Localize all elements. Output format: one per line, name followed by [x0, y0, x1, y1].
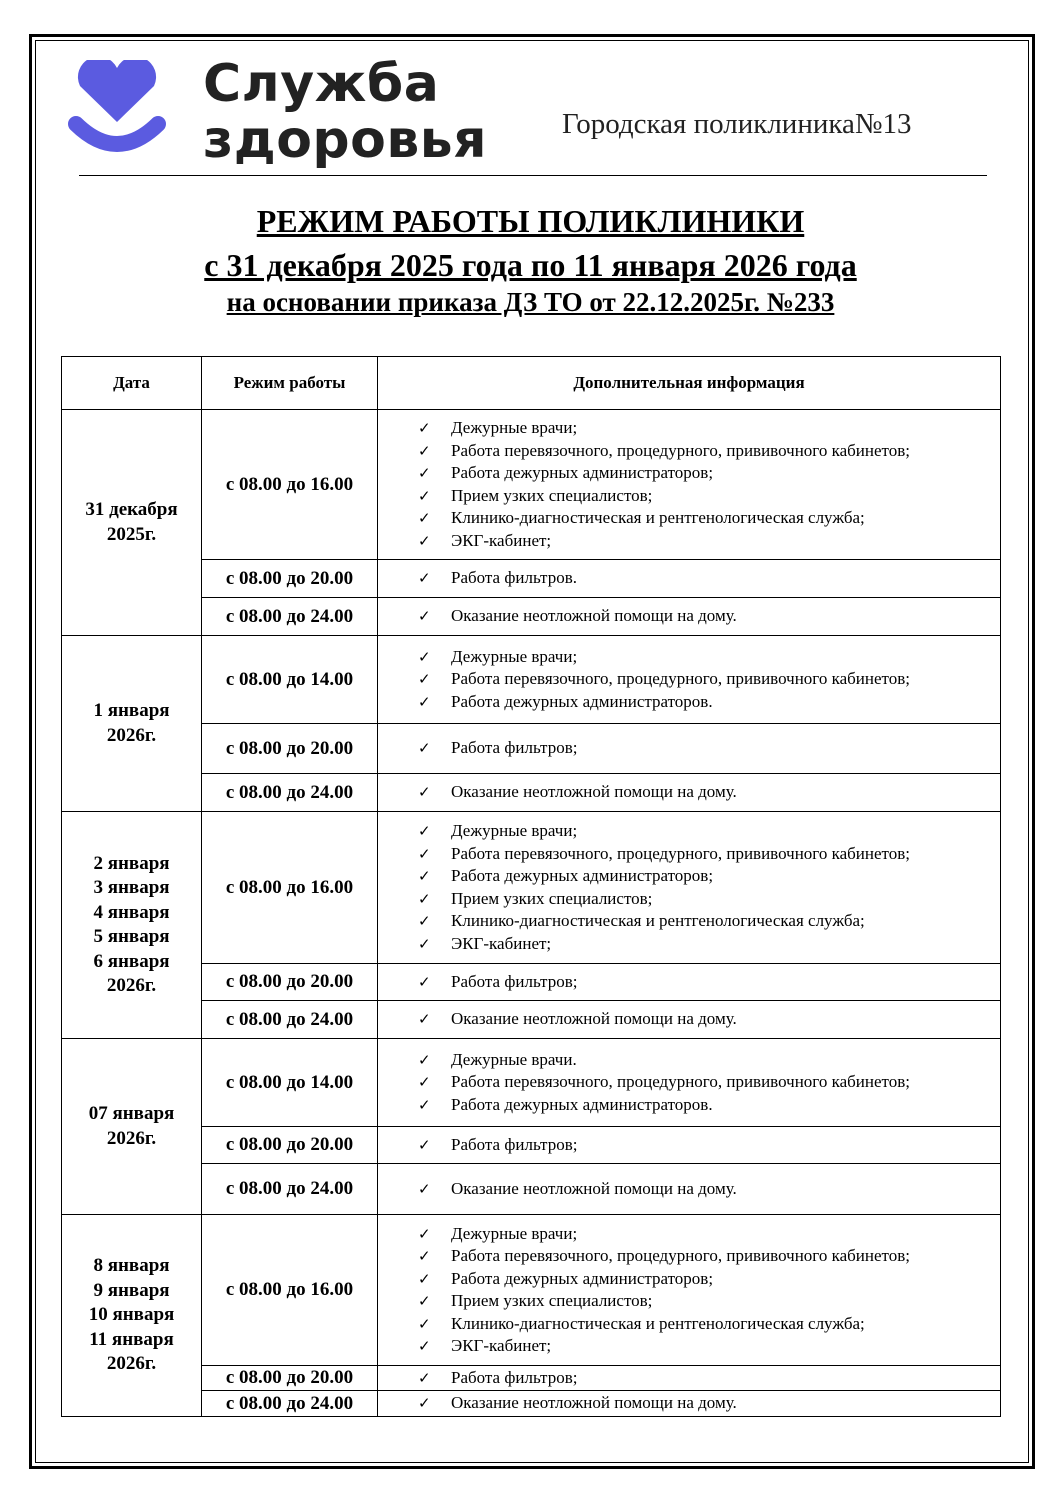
- date-line: 4 января: [93, 901, 170, 923]
- checkmark-icon: ✓: [418, 486, 431, 505]
- list-item-text: Прием узких специалистов;: [451, 485, 653, 505]
- list-item-text: Работа перевязочного, процедурного, прививочного кабинетов;: [451, 1072, 910, 1092]
- info-cell: [378, 774, 1001, 812]
- checkmark-icon: ✓: [418, 1179, 431, 1198]
- work-hours-cell: с 08.00 до 20.00: [202, 560, 378, 598]
- list-item-text: Работа дежурных администраторов;: [451, 1268, 714, 1288]
- checkmark-icon: ✓: [418, 934, 431, 953]
- checkmark-icon: ✓: [418, 1010, 431, 1029]
- list-item: [418, 865, 1000, 888]
- table-row: [62, 964, 1001, 1001]
- date-cell: [62, 636, 202, 812]
- date-cell: [62, 1215, 202, 1417]
- checkmark-icon: ✓: [418, 912, 431, 930]
- date-line: 9 января: [93, 1279, 170, 1301]
- checkmark-icon: ✓: [418, 1224, 431, 1243]
- list-item: [418, 933, 1000, 956]
- info-list: [378, 814, 1000, 961]
- list-item-text: Работа перевязочного, процедурного, прививочного кабинетов;: [451, 669, 910, 689]
- date-line: 2026г.: [106, 975, 157, 996]
- list-item-text: ЭКГ-кабинет;: [451, 1336, 552, 1355]
- checkmark-icon: ✓: [418, 1314, 431, 1333]
- list-item-text: Клинико-диагностическая и рентгенологическая служба;: [451, 1313, 865, 1333]
- list-item: [418, 1290, 1000, 1313]
- list-item: [418, 668, 1000, 691]
- work-hours-cell: с 08.00 до 24.00: [202, 774, 378, 812]
- list-item-text: Клинико-диагностическая и рентгенологическая служба;: [451, 911, 865, 930]
- title-line-3: на основании приказа ДЗ ТО от 22.12.2025г. №233: [226, 287, 835, 317]
- column-header-mode: Режим работы: [202, 357, 378, 410]
- date-line: 2026г.: [106, 724, 157, 746]
- list-item: [418, 1335, 1000, 1358]
- work-hours-cell: с 08.00 до 16.00: [202, 1215, 378, 1366]
- info-cell: [378, 1366, 1001, 1391]
- info-cell: [378, 812, 1001, 964]
- table-row: [62, 774, 1001, 812]
- info-list: [378, 1128, 1000, 1163]
- list-item: [418, 820, 1000, 843]
- list-item-text: Дежурные врачи;: [451, 821, 578, 840]
- list-item-text: Работа фильтров.: [451, 568, 577, 588]
- list-item-text: Работа дежурных администраторов.: [451, 691, 713, 711]
- list-item-text: Работа фильтров;: [451, 1367, 578, 1387]
- checkmark-icon: ✓: [418, 822, 431, 840]
- list-item: [418, 1049, 1000, 1072]
- info-list: [378, 1043, 1000, 1123]
- list-item-text: Работа перевязочного, процедурного, прививочного кабинетов;: [451, 843, 910, 863]
- work-hours-cell: с 08.00 до 24.00: [202, 598, 378, 636]
- list-item-text: Работа перевязочного, процедурного, прививочного кабинетов;: [451, 440, 910, 460]
- list-item: [418, 737, 1000, 760]
- list-item: [418, 1313, 1000, 1336]
- info-cell: [378, 1039, 1001, 1127]
- list-item: [418, 843, 1000, 866]
- list-item-text: Дежурные врачи;: [451, 1223, 578, 1243]
- date-line: 2 января: [93, 852, 170, 874]
- table-row: [62, 1127, 1001, 1164]
- checkmark-icon: ✓: [418, 972, 431, 991]
- checkmark-icon: ✓: [418, 569, 431, 588]
- date-cell: [62, 1039, 202, 1215]
- list-item: [418, 530, 1000, 553]
- list-item: [418, 507, 1000, 530]
- checkmark-icon: ✓: [418, 1073, 431, 1092]
- info-list: [378, 1172, 1000, 1207]
- work-hours-cell: с 08.00 до 20.00: [202, 964, 378, 1001]
- checkmark-icon: ✓: [418, 441, 431, 460]
- date-line: 2026г.: [106, 1353, 157, 1375]
- info-list: [378, 640, 1000, 720]
- title-line-1: РЕЖИМ РАБОТЫ ПОЛИКЛИНИКИ: [256, 203, 805, 239]
- list-item: [418, 1367, 1000, 1390]
- list-item: [418, 1134, 1000, 1157]
- info-list: [378, 965, 1000, 1000]
- list-item-text: Работа дежурных администраторов;: [451, 866, 714, 885]
- checkmark-icon: ✓: [418, 1247, 431, 1265]
- list-item: [418, 888, 1000, 911]
- list-item: [418, 1223, 1000, 1246]
- list-item-text: Оказание неотложной помощи на дому.: [451, 1009, 737, 1029]
- checkmark-icon: ✓: [418, 692, 431, 711]
- info-list: [378, 599, 1000, 634]
- list-item: [418, 567, 1000, 590]
- list-item: [418, 440, 1000, 463]
- list-item: [418, 1392, 1000, 1415]
- checkmark-icon: ✓: [418, 783, 431, 802]
- work-hours-cell: с 08.00 до 20.00: [202, 1366, 378, 1391]
- checkmark-icon: ✓: [418, 1050, 431, 1069]
- list-item-text: Работа фильтров;: [451, 1134, 578, 1154]
- info-cell: [378, 1127, 1001, 1164]
- work-hours-cell: с 08.00 до 14.00: [202, 1039, 378, 1127]
- heart-smile-logo-icon: [62, 60, 172, 160]
- list-item: [418, 462, 1000, 485]
- table-row: [62, 1164, 1001, 1215]
- checkmark-icon: ✓: [418, 1368, 431, 1387]
- table-row: [62, 560, 1001, 598]
- column-header-info: Дополнительная информация: [378, 357, 1001, 410]
- checkmark-icon: ✓: [418, 1269, 431, 1288]
- date-line: 5 января: [93, 926, 170, 947]
- work-hours-cell: с 08.00 до 16.00: [202, 812, 378, 964]
- header-divider: [79, 175, 987, 176]
- list-item: [418, 691, 1000, 714]
- table-row: [62, 1366, 1001, 1391]
- date-cell: [62, 410, 202, 636]
- list-item-text: Работа дежурных администраторов;: [451, 463, 714, 482]
- date-line: 6 января: [93, 950, 170, 972]
- schedule-table: [61, 356, 1001, 1417]
- column-header-date: Дата: [62, 357, 202, 410]
- work-hours-cell: с 08.00 до 20.00: [202, 724, 378, 774]
- table-row: [62, 410, 1001, 560]
- work-hours-cell: с 08.00 до 20.00: [202, 1127, 378, 1164]
- checkmark-icon: ✓: [418, 531, 431, 550]
- list-item-text: Оказание неотложной помощи на дому.: [451, 782, 737, 802]
- list-item-text: Прием узких специалистов;: [451, 888, 653, 908]
- list-item-text: Работа фильтров;: [451, 971, 578, 991]
- list-item: [418, 781, 1000, 804]
- list-item: [418, 1178, 1000, 1201]
- list-item-text: Оказание неотложной помощи на дому.: [451, 1178, 737, 1198]
- info-cell: [378, 598, 1001, 636]
- list-item-text: Оказание неотложной помощи на дому.: [451, 606, 737, 626]
- list-item-text: Работа дежурных администраторов.: [451, 1094, 713, 1114]
- info-list: [378, 411, 1000, 558]
- date-line: 07 января: [88, 1103, 175, 1124]
- list-item: [418, 605, 1000, 628]
- list-item: [418, 910, 1000, 933]
- table-row: [62, 724, 1001, 774]
- list-item-text: Оказание неотложной помощи на дому.: [451, 1393, 737, 1413]
- info-list: [378, 1392, 1000, 1415]
- info-list: [378, 1367, 1000, 1390]
- date-line: 2026г.: [106, 1127, 157, 1149]
- info-cell: [378, 1391, 1001, 1417]
- info-cell: [378, 636, 1001, 724]
- info-list: [378, 1002, 1000, 1037]
- date-line: 3 января: [93, 877, 170, 898]
- checkmark-icon: ✓: [418, 1337, 431, 1355]
- logo-line-2: здоровья: [203, 110, 488, 170]
- list-item: [418, 1008, 1000, 1031]
- checkmark-icon: ✓: [418, 1135, 431, 1154]
- checkmark-icon: ✓: [418, 1292, 431, 1310]
- table-row: [62, 1215, 1001, 1366]
- checkmark-icon: ✓: [418, 1095, 431, 1114]
- checkmark-icon: ✓: [418, 464, 431, 482]
- checkmark-icon: ✓: [418, 670, 431, 689]
- table-row: [62, 1039, 1001, 1127]
- list-item: [418, 485, 1000, 508]
- list-item-text: Работа перевязочного, процедурного, прививочного кабинетов;: [451, 1246, 910, 1265]
- date-line: 10 января: [88, 1304, 175, 1326]
- work-hours-cell: с 08.00 до 16.00: [202, 410, 378, 560]
- list-item: [418, 417, 1000, 440]
- work-hours-cell: с 08.00 до 24.00: [202, 1001, 378, 1039]
- checkmark-icon: ✓: [418, 509, 431, 527]
- checkmark-icon: ✓: [418, 1394, 431, 1413]
- list-item-text: Клинико-диагностическая и рентгенологическая служба;: [451, 508, 865, 527]
- info-cell: [378, 724, 1001, 774]
- list-item-text: Дежурные врачи;: [451, 418, 578, 437]
- work-hours-cell: с 08.00 до 14.00: [202, 636, 378, 724]
- info-cell: [378, 560, 1001, 598]
- info-cell: [378, 410, 1001, 560]
- list-item: [418, 1094, 1000, 1117]
- list-item-text: Дежурные врачи;: [451, 646, 578, 666]
- info-list: [378, 775, 1000, 810]
- checkmark-icon: ✓: [418, 739, 431, 758]
- date-line: 2025г.: [106, 523, 157, 545]
- list-item: [418, 1071, 1000, 1094]
- list-item-text: Работа фильтров;: [451, 738, 578, 758]
- info-list: [378, 561, 1000, 596]
- checkmark-icon: ✓: [418, 867, 431, 885]
- logo-wordmark: [203, 56, 487, 168]
- title-line-2: с 31 декабря 2025 года по 11 января 2026 года: [204, 247, 857, 283]
- checkmark-icon: ✓: [418, 419, 431, 437]
- clinic-name: Городская поликлиника№13: [562, 108, 912, 140]
- info-cell: [378, 964, 1001, 1001]
- date-line: 1 января: [93, 700, 170, 721]
- work-hours-cell: с 08.00 до 24.00: [202, 1164, 378, 1215]
- date-line: 11 января: [89, 1328, 174, 1350]
- list-item-text: Дежурные врачи.: [451, 1049, 577, 1069]
- date-line: 31 декабря: [85, 499, 178, 520]
- info-list: [378, 731, 1000, 766]
- table-row: [62, 1001, 1001, 1039]
- table-row: [62, 1391, 1001, 1417]
- list-item: [418, 1245, 1000, 1268]
- table-row: [62, 636, 1001, 724]
- checkmark-icon: ✓: [418, 889, 431, 908]
- list-item-text: ЭКГ-кабинет;: [451, 530, 552, 550]
- list-item: [418, 971, 1000, 994]
- info-cell: [378, 1215, 1001, 1366]
- checkmark-icon: ✓: [418, 844, 431, 863]
- checkmark-icon: ✓: [418, 607, 431, 626]
- list-item: [418, 1268, 1000, 1291]
- checkmark-icon: ✓: [418, 647, 431, 666]
- list-item-text: ЭКГ-кабинет;: [451, 933, 552, 953]
- table-row: [62, 598, 1001, 636]
- date-cell: [62, 812, 202, 1039]
- work-hours-cell: с 08.00 до 24.00: [202, 1391, 378, 1417]
- table-header-row: [62, 357, 1001, 410]
- logo-line-1: Служба: [203, 54, 440, 114]
- info-list: [378, 1217, 1000, 1364]
- list-item-text: Прием узких специалистов;: [451, 1291, 653, 1310]
- date-line: 8 января: [93, 1255, 170, 1277]
- list-item: [418, 646, 1000, 669]
- info-cell: [378, 1164, 1001, 1215]
- info-cell: [378, 1001, 1001, 1039]
- table-row: [62, 812, 1001, 964]
